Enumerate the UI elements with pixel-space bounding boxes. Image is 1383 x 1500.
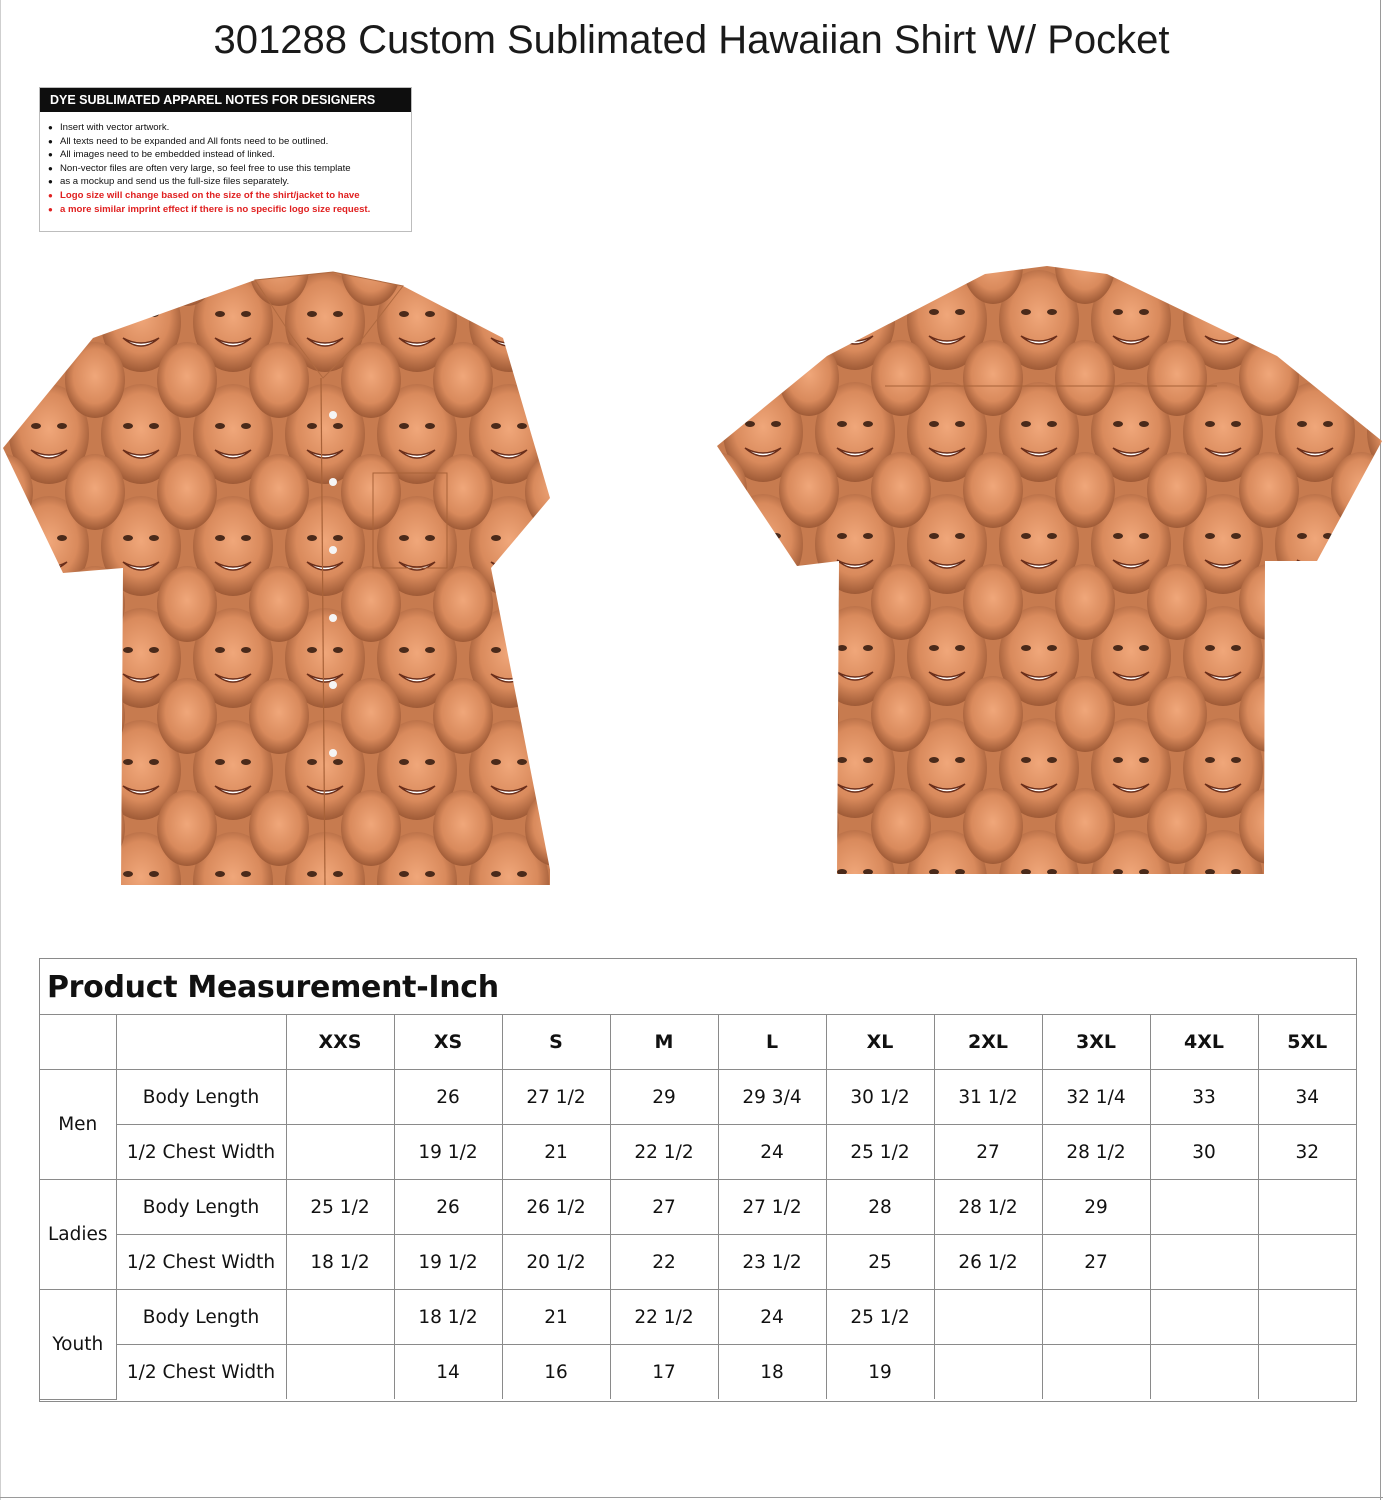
size-header-cell: XXS	[286, 1015, 394, 1070]
note-warning-line-1: Logo size will change based on the size of the shirt/jacket to have	[60, 189, 360, 201]
shirt-front-view	[3, 268, 550, 885]
header-empty-cell	[40, 1015, 116, 1070]
measure-label-cell: Body Length	[116, 1290, 286, 1345]
shirt-button	[329, 614, 337, 622]
note-item-continued: ● as a mockup and send us the full-size files separately.	[48, 175, 411, 189]
size-header-cell: M	[610, 1015, 718, 1070]
measure-value-cell: 26	[394, 1070, 502, 1125]
measure-value-cell: 27	[610, 1180, 718, 1235]
measure-value-cell: 29	[1042, 1180, 1150, 1235]
page-border-left	[0, 0, 1, 1500]
measure-value-cell	[286, 1345, 394, 1400]
shirt-button	[329, 546, 337, 554]
measure-value-cell: 25	[826, 1235, 934, 1290]
page-border-bottom	[0, 1497, 1383, 1498]
measure-value-cell: 26	[394, 1180, 502, 1235]
shirt-back-body	[717, 266, 1382, 874]
measure-value-cell: 30 1/2	[826, 1070, 934, 1125]
measure-value-cell: 27	[1042, 1235, 1150, 1290]
measure-value-cell: 34	[1258, 1070, 1356, 1125]
measure-value-cell: 19 1/2	[394, 1235, 502, 1290]
measure-value-cell: 26 1/2	[934, 1235, 1042, 1290]
measure-value-cell: 19	[826, 1345, 934, 1400]
measure-value-cell: 25 1/2	[286, 1180, 394, 1235]
measure-value-cell: 21	[502, 1290, 610, 1345]
table-row	[40, 1070, 1356, 1125]
measure-label-cell: 1/2 Chest Width	[116, 1345, 286, 1400]
note-item: ● All images need to be embedded instead of linked.	[48, 148, 411, 162]
measure-label-cell: Body Length	[116, 1180, 286, 1235]
measure-value-cell: 31 1/2	[934, 1070, 1042, 1125]
measure-label-cell: 1/2 Chest Width	[116, 1235, 286, 1290]
measure-value-cell: 28	[826, 1180, 934, 1235]
note-warning	[48, 189, 411, 203]
group-label-cell: Youth	[40, 1290, 116, 1400]
measure-value-cell: 18 1/2	[286, 1235, 394, 1290]
size-header-cell: 2XL	[934, 1015, 1042, 1070]
measure-value-cell: 21	[502, 1125, 610, 1180]
measure-value-cell: 29	[610, 1070, 718, 1125]
measure-value-cell: 16	[502, 1345, 610, 1400]
measure-value-cell: 24	[718, 1290, 826, 1345]
note-warning-continued	[48, 203, 411, 217]
measure-value-cell	[1150, 1290, 1258, 1345]
measure-value-cell: 17	[610, 1345, 718, 1400]
group-label-cell: Ladies	[40, 1180, 116, 1290]
measure-value-cell	[286, 1290, 394, 1345]
measure-value-cell: 18 1/2	[394, 1290, 502, 1345]
table-row	[40, 1345, 1356, 1400]
table-row	[40, 1125, 1356, 1180]
measure-value-cell: 19 1/2	[394, 1125, 502, 1180]
measurement-table	[40, 1015, 1356, 1400]
measure-value-cell	[1258, 1235, 1356, 1290]
measure-value-cell: 27 1/2	[502, 1070, 610, 1125]
size-header-cell: XS	[394, 1015, 502, 1070]
measure-value-cell: 14	[394, 1345, 502, 1400]
measure-value-cell	[1258, 1180, 1356, 1235]
size-header-cell: 3XL	[1042, 1015, 1150, 1070]
measure-value-cell	[1258, 1290, 1356, 1345]
note-item: ● Insert with vector artwork.	[48, 121, 411, 135]
measure-value-cell	[1150, 1180, 1258, 1235]
size-header-cell: 5XL	[1258, 1015, 1356, 1070]
measure-value-cell: 32 1/4	[1042, 1070, 1150, 1125]
measure-value-cell	[1150, 1345, 1258, 1400]
notes-header: DYE SUBLIMATED APPAREL NOTES FOR DESIGNERS	[40, 88, 411, 112]
measure-value-cell: 18	[718, 1345, 826, 1400]
shirt-button	[329, 681, 337, 689]
measure-value-cell	[934, 1290, 1042, 1345]
measure-value-cell: 28 1/2	[934, 1180, 1042, 1235]
measure-value-cell: 29 3/4	[718, 1070, 826, 1125]
measure-value-cell	[1042, 1290, 1150, 1345]
measure-value-cell: 25 1/2	[826, 1290, 934, 1345]
measure-value-cell: 22 1/2	[610, 1125, 718, 1180]
measure-label-cell: 1/2 Chest Width	[116, 1125, 286, 1180]
shirt-button	[329, 478, 337, 486]
size-header-cell: S	[502, 1015, 610, 1070]
measure-value-cell: 25 1/2	[826, 1125, 934, 1180]
measure-value-cell: 20 1/2	[502, 1235, 610, 1290]
table-header-row	[40, 1015, 1356, 1070]
measure-value-cell: 26 1/2	[502, 1180, 610, 1235]
measure-value-cell: 32	[1258, 1125, 1356, 1180]
measure-value-cell: 33	[1150, 1070, 1258, 1125]
measure-value-cell: 28 1/2	[1042, 1125, 1150, 1180]
table-row	[40, 1180, 1356, 1235]
measure-value-cell: 23 1/2	[718, 1235, 826, 1290]
measure-value-cell: 22 1/2	[610, 1290, 718, 1345]
shirt-back-view	[717, 266, 1382, 876]
measure-value-cell	[1042, 1345, 1150, 1400]
group-label-cell: Men	[40, 1070, 116, 1180]
measure-value-cell	[286, 1070, 394, 1125]
measure-value-cell: 30	[1150, 1125, 1258, 1180]
note-item: ● Non-vector files are often very large, so feel free to use this template	[48, 162, 411, 176]
table-row	[40, 1290, 1356, 1345]
shirt-front-body	[3, 272, 550, 885]
measure-value-cell	[1150, 1235, 1258, 1290]
size-header-cell: 4XL	[1150, 1015, 1258, 1070]
size-header-cell: L	[718, 1015, 826, 1070]
notes-list	[40, 121, 411, 216]
measure-label-cell: Body Length	[116, 1070, 286, 1125]
measurement-title: Product Measurement-Inch	[40, 959, 1356, 1015]
note-warning-line-2: a more similar imprint effect if there is no specific logo size request.	[60, 203, 371, 215]
header-empty-cell	[116, 1015, 286, 1070]
measure-value-cell: 24	[718, 1125, 826, 1180]
note-item: ● All texts need to be expanded and All fonts need to be outlined.	[48, 135, 411, 149]
measure-value-cell	[1258, 1345, 1356, 1400]
measure-value-cell: 22	[610, 1235, 718, 1290]
measure-value-cell	[286, 1125, 394, 1180]
shirt-button	[329, 411, 337, 419]
shirt-button	[329, 749, 337, 757]
table-row	[40, 1235, 1356, 1290]
size-header-cell: XL	[826, 1015, 934, 1070]
measure-value-cell: 27 1/2	[718, 1180, 826, 1235]
measure-value-cell: 27	[934, 1125, 1042, 1180]
measurement-table-panel	[39, 958, 1357, 1402]
designer-notes-box	[39, 87, 412, 232]
measure-value-cell	[934, 1345, 1042, 1400]
page-title: 301288 Custom Sublimated Hawaiian Shirt W/ Pocket	[213, 18, 1170, 62]
